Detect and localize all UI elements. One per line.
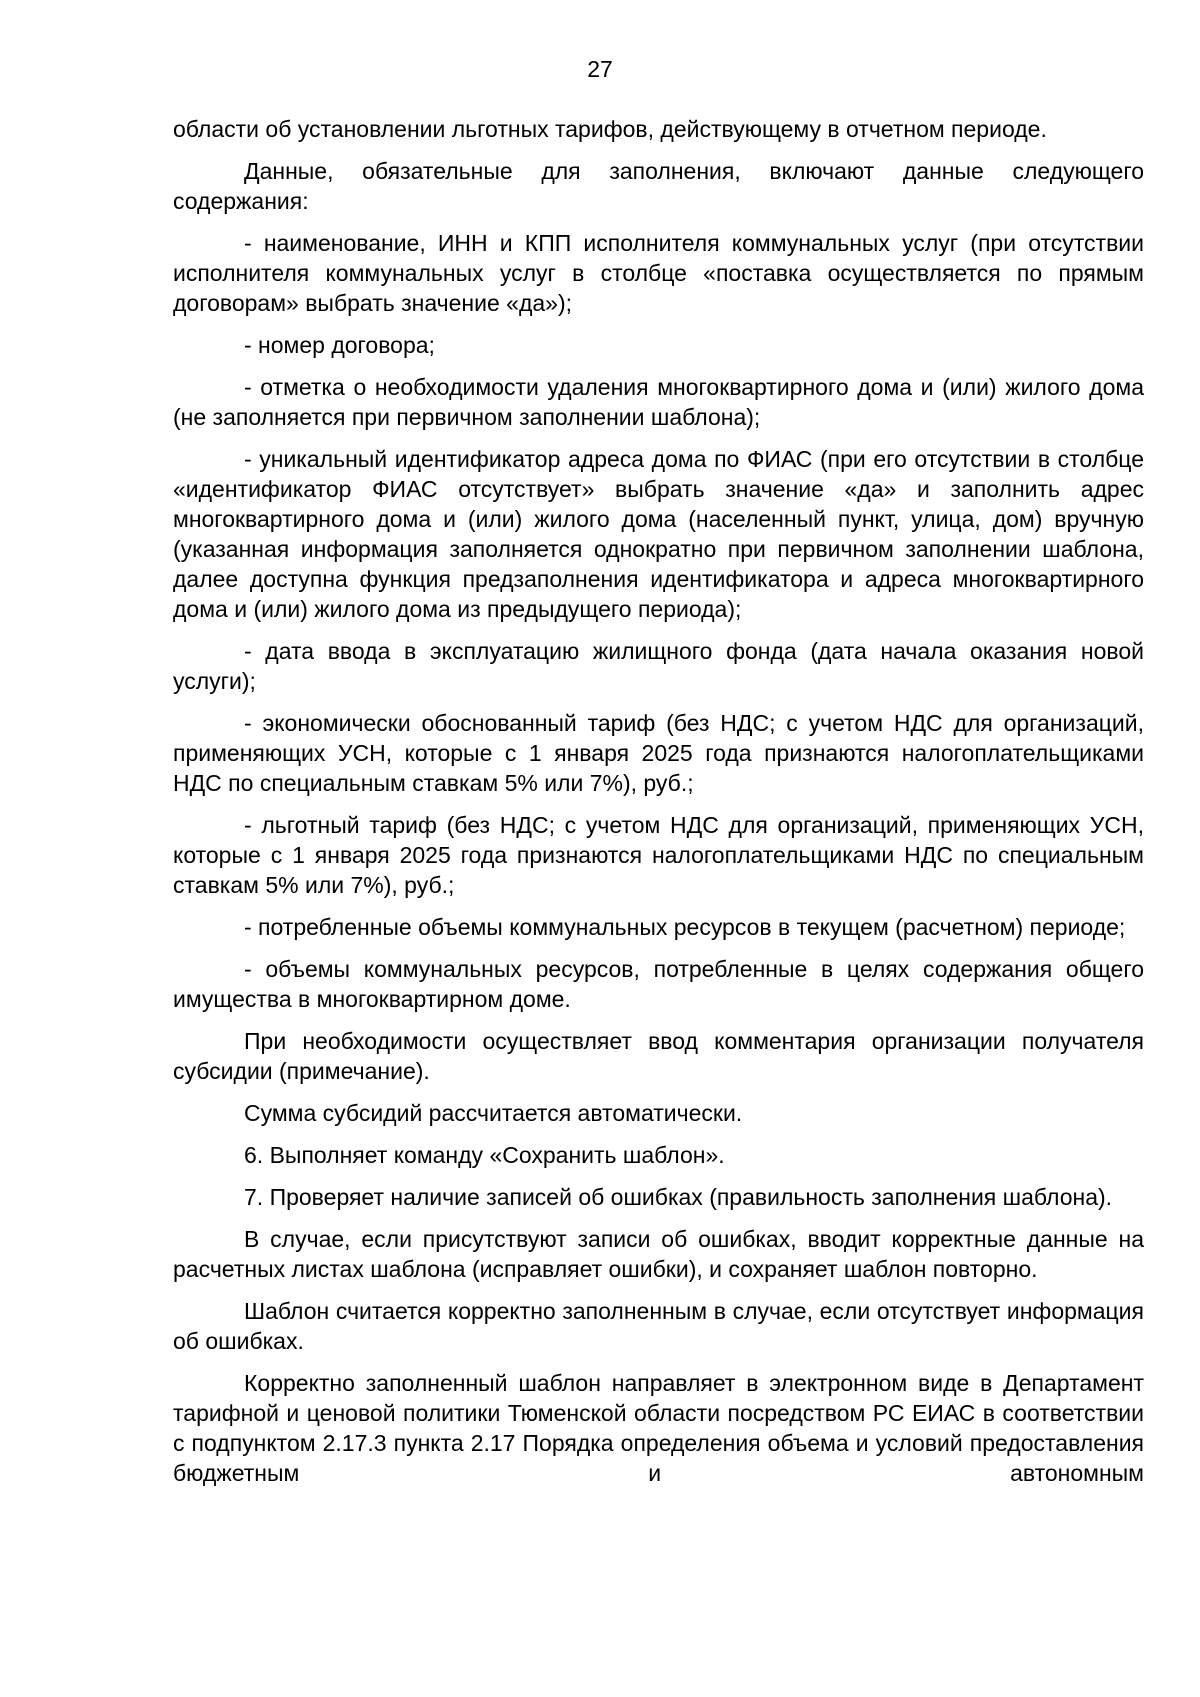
page-number: 27 (587, 56, 613, 82)
paragraph-template-correct: Шаблон считается корректно заполненным в случае, если отсутствует информация об ошибках. (173, 1298, 1144, 1354)
list-item-contractor: - наименование, ИНН и КПП исполнителя коммунальных услуг (при отсутствии исполнителя коммунальных услуг в столбце «поставка осуществляется по прямым договорам» выбрать значение «да»); (173, 230, 1144, 316)
list-item-commission-date: - дата ввода в эксплуатацию жилищного фонда (дата начала оказания новой услуги); (173, 638, 1144, 694)
document-body (173, 114, 1144, 1500)
list-item-consumed-volumes: - потребленные объемы коммунальных ресурсов в текущем (расчетном) периоде; (244, 914, 1126, 940)
step-check-errors: 7. Проверяет наличие записей об ошибках (правильность заполнения шаблона). (244, 1184, 1113, 1210)
list-item-economic-tariff: - экономически обоснованный тариф (без НДС; с учетом НДС для организаций, применяющих УСН, которые с 1 января 2025 года признаются налогоплательщиками НДС по специальным ставкам 5% или 7%), руб.; (173, 710, 1144, 796)
list-item-common-property-volumes: - объемы коммунальных ресурсов, потребленные в целях содержания общего имущества в многоквартирном доме. (173, 956, 1144, 1012)
list-item-removal-mark: - отметка о необходимости удаления многоквартирного дома и (или) жилого дома (не заполняется при первичном заполнении шаблона); (173, 374, 1144, 430)
paragraph-fix-errors: В случае, если присутствуют записи об ошибках, вводит корректные данные на расчетных листах шаблона (исправляет ошибки), и сохраняет шаблон повторно. (173, 1226, 1144, 1282)
list-item-fias-id: - уникальный идентификатор адреса дома по ФИАС (при его отсутствии в столбце «идентификатор ФИАС отсутствует» выбрать значение «да» и заполнить адрес многоквартирного дома и (или) жилого дома (населенный пункт, улица, дом) вручную (указанная информация заполняется однократно при первичном заполнении шаблона, далее доступна функция предзаполнения идентификатора и адреса многоквартирного дома и (или) жилого дома из предыдущего периода); (173, 446, 1144, 622)
list-item-contract-number: - номер договора; (244, 332, 435, 358)
step-save-template: 6. Выполняет команду «Сохранить шаблон». (244, 1142, 725, 1168)
paragraph-subsidy-calculation: Сумма субсидий рассчитается автоматически. (244, 1100, 743, 1126)
paragraph-send-template: Корректно заполненный шаблон направляет в электронном виде в Департамент тарифной и ценовой политики Тюменской области посредством РС ЕИАС в соответствии с подпунктом 2.17.3 пункта 2.17 Порядка определения объема и условий предоставления бюджетным и автономным (173, 1370, 1144, 1486)
list-item-preferential-tariff: - льготный тариф (без НДС; с учетом НДС для организаций, применяющих УСН, которые с 1 января 2025 года признаются налогоплательщиками НДС по специальным ставкам 5% или 7%), руб.; (173, 812, 1144, 898)
paragraph-continuation: области об установлении льготных тарифов, действующему в отчетном периоде. (173, 116, 1047, 142)
paragraph-required-data-intro: Данные, обязательные для заполнения, включают данные следующего содержания: (173, 158, 1144, 214)
paragraph-comment: При необходимости осуществляет ввод комментария организации получателя субсидии (примечание). (173, 1028, 1144, 1084)
